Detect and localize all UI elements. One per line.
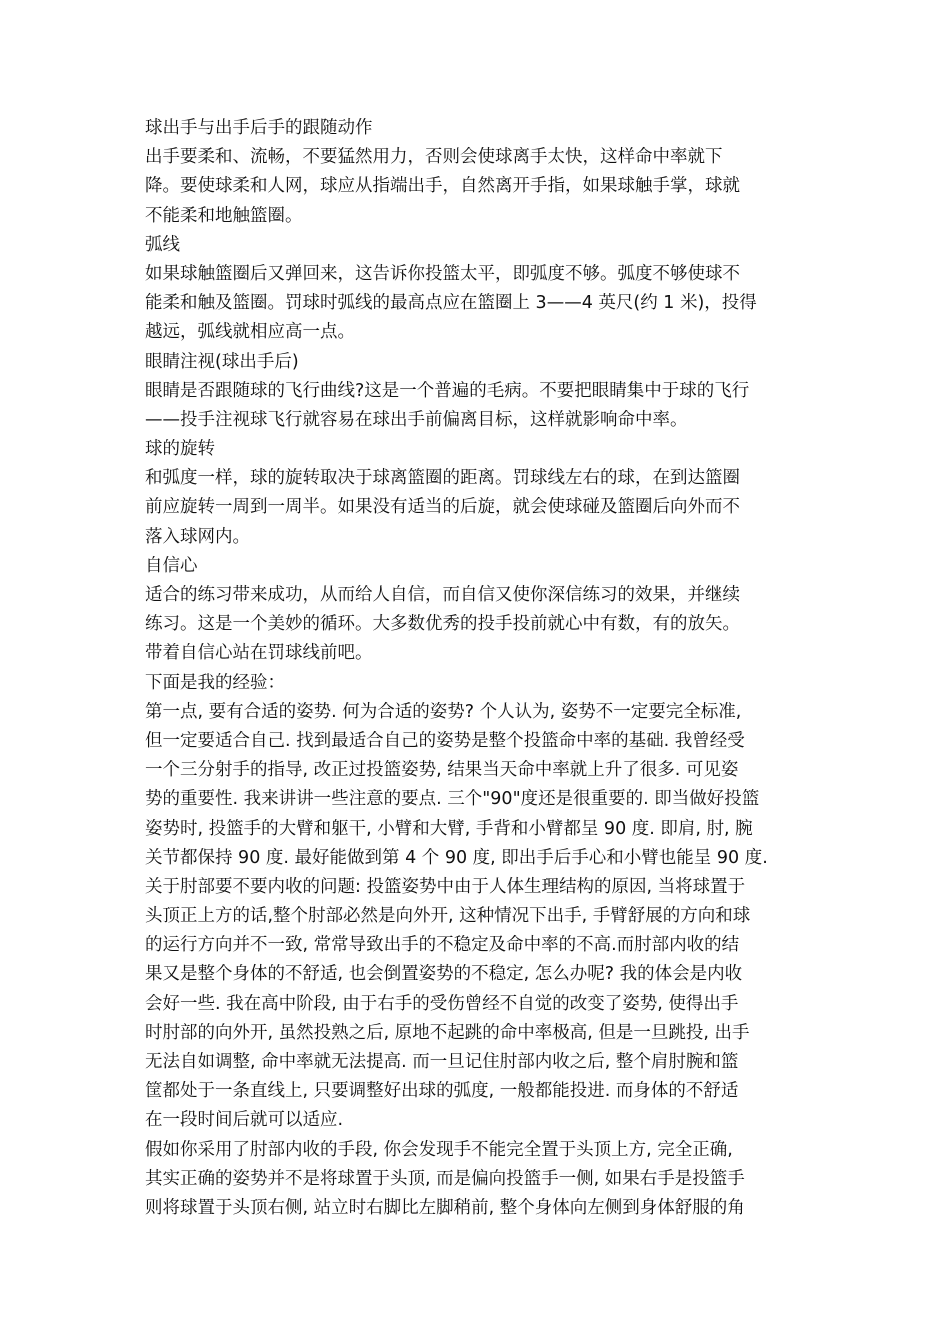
text-line: 的运行方向并不一致, 常常导致出手的不稳定及命中率的不高.而肘部内收的结	[145, 935, 740, 956]
text-line: ——投手注视球飞行就容易在球出手前偏离目标，这样就影响命中率。	[145, 409, 688, 430]
text-line: 降。要使球柔和人网，球应从指端出手，自然离开手指，如果球触手掌，球就	[145, 176, 740, 197]
section-heading-eye-focus: 眼睛注视(球出手后)	[145, 351, 299, 372]
text-line: 但一定要适合自己. 找到最适合自己的姿势是整个投篮命中率的基础. 我曾经受	[145, 730, 745, 751]
text-line: 关于肘部要不要内收的问题: 投篮姿势中由于人体生理结构的原因, 当将球置于	[145, 876, 746, 897]
text-line: 无法自如调整, 命中率就无法提高. 而一旦记住肘部内收之后, 整个肩肘腕和篮	[145, 1052, 739, 1072]
text-line: 头顶正上方的话,整个肘部必然是向外开, 这种情况下出手, 手臂舒展的方向和球	[145, 906, 751, 927]
text-line: 假如你采用了肘部内收的手段, 你会发现手不能完全置于头顶上方, 完全正确,	[145, 1139, 733, 1160]
text-line: 一个三分射手的指导, 改正过投篮姿势, 结果当天命中率就上升了很多. 可见姿	[145, 760, 739, 781]
text-line: 落入球网内。	[145, 526, 250, 547]
text-line: 势的重要性. 我来讲讲一些注意的要点. 三个"90"度还是很重要的. 即当做好投篮	[145, 789, 760, 810]
text-line: 时肘部的向外开, 虽然投熟之后, 原地不起跳的命中率极高, 但是一旦跳投, 出手	[145, 1022, 750, 1043]
text-line: 眼睛是否跟随球的飞行曲线?这是一个普遍的毛病。不要把眼睛集中于球的飞行	[145, 380, 750, 401]
text-line: 关节都保持 90 度. 最好能做到第 4 个 90 度, 即出手后手心和小臂也能呈 90 度.	[145, 847, 768, 868]
text-line: 果又是整个身体的不舒适, 也会倒置姿势的不稳定, 怎么办呢? 我的体会是内收	[145, 964, 743, 985]
section-heading-arc: 弧线	[145, 234, 180, 255]
text-line: 和弧度一样，球的旋转取决于球离篮圈的距离。罚球线左右的球，在到达篮圈	[145, 468, 740, 489]
text-line: 在一段时间后就可以适应.	[145, 1110, 344, 1131]
text-line: 练习。这是一个美妙的循环。大多数优秀的投手投前就心中有数，有的放矢。	[145, 614, 740, 635]
text-line: 其实正确的姿势并不是将球置于头顶, 而是偏向投篮手一侧, 如果右手是投篮手	[145, 1168, 745, 1189]
text-line: 能柔和触及篮圈。罚球时弧线的最高点应在篮圈上 3——4 英尺(约 1 米)，投得	[145, 293, 757, 314]
text-line: 筐都处于一条直线上, 只要调整好出球的弧度, 一般都能投进. 而身体的不舒适	[145, 1081, 739, 1102]
text-line: 不能柔和地触篮圈。	[145, 205, 303, 226]
text-line: 越远，弧线就相应高一点。	[145, 322, 355, 343]
text-line: 则将球置于头顶右侧, 站立时右脚比左脚稍前, 整个身体向左侧到身体舒服的角	[145, 1197, 745, 1218]
text-line: 带着自信心站在罚球线前吧。	[145, 643, 373, 664]
text-line: 会好一些. 我在高中阶段, 由于右手的受伤曾经不自觉的改变了姿势, 使得出手	[145, 993, 739, 1014]
section-heading-release-follow-through: 球出手与出手后手的跟随动作	[145, 118, 373, 138]
text-line: 出手要柔和、流畅，不要猛然用力，否则会使球离手太快，这样命中率就下	[145, 147, 723, 168]
text-line: 第一点, 要有合适的姿势. 何为合适的姿势? 个人认为, 姿势不一定要完全标准,	[145, 701, 742, 722]
text-line: 姿势时, 投篮手的大臂和躯干, 小臂和大臂, 手背和小臂都呈 90 度. 即肩, 肘, 腕	[145, 818, 753, 839]
section-heading-my-experience: 下面是我的经验：	[145, 672, 285, 693]
text-line: 前应旋转一周到一周半。如果没有适当的后旋，就会使球碰及篮圈后向外而不	[145, 497, 740, 518]
document-body	[145, 114, 810, 1223]
text-line: 如果球触篮圈后又弹回来，这告诉你投篮太平，即弧度不够。弧度不够使球不	[145, 263, 740, 284]
text-line: 适合的练习带来成功，从而给人自信，而自信又使你深信练习的效果，并继续	[145, 585, 740, 605]
section-heading-confidence: 自信心	[145, 555, 198, 576]
section-heading-ball-rotation: 球的旋转	[145, 439, 215, 460]
